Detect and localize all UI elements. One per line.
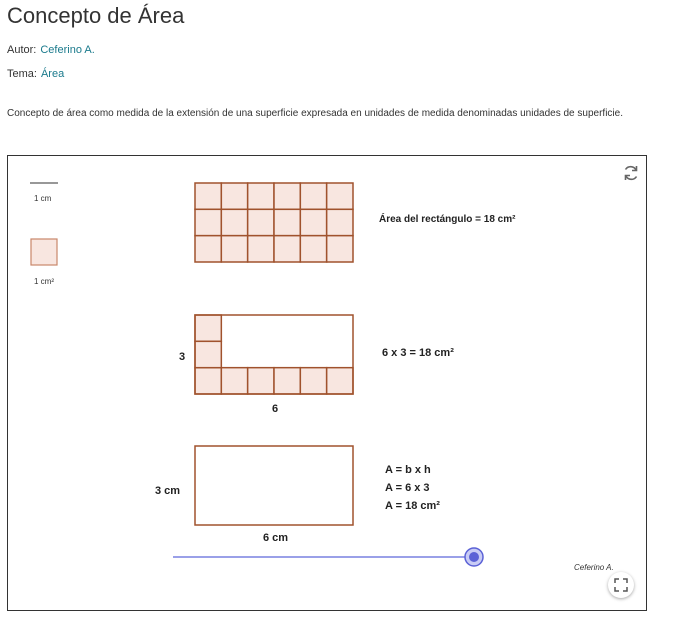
partial-grid-rectangle xyxy=(195,315,353,394)
formula-line-2: A = 6 x 3 xyxy=(385,482,430,494)
reset-icon[interactable] xyxy=(621,163,641,183)
fullscreen-icon[interactable] xyxy=(608,572,634,598)
unit-square xyxy=(195,183,221,209)
unit-square xyxy=(248,209,274,235)
grid-area-label: Área del rectángulo = 18 cm² xyxy=(379,214,516,225)
plain-rectangle xyxy=(195,446,353,525)
unit-square xyxy=(274,368,300,394)
unit-square xyxy=(195,368,221,394)
unit-square xyxy=(195,209,221,235)
formula-line-3: A = 18 cm² xyxy=(385,500,440,512)
unit-square xyxy=(327,209,353,235)
unit-square xyxy=(221,236,247,262)
applet-canvas xyxy=(8,156,646,610)
unit-square xyxy=(248,236,274,262)
unit-square xyxy=(248,183,274,209)
unit-square xyxy=(195,341,221,367)
step2-bottom-label: 6 xyxy=(272,403,279,415)
unit-square xyxy=(221,209,247,235)
unit-square xyxy=(327,236,353,262)
unit-square xyxy=(300,209,326,235)
slider-knob[interactable] xyxy=(465,548,483,566)
author-key: Autor: xyxy=(7,44,37,56)
unit-square xyxy=(195,315,221,341)
step3-side-label: 3 cm xyxy=(155,485,181,497)
full-grid-rectangle xyxy=(195,183,353,262)
step3-bottom-label: 6 cm xyxy=(263,532,289,544)
unit-area-square xyxy=(31,239,57,265)
unit-square xyxy=(221,183,247,209)
unit-square xyxy=(327,183,353,209)
credit-label: Ceferino A. xyxy=(574,563,614,572)
page-title: Concepto de Área xyxy=(7,3,185,28)
geogebra-applet[interactable] xyxy=(7,155,647,611)
unit-square xyxy=(300,183,326,209)
topic-key: Tema: xyxy=(7,68,37,80)
unit-square xyxy=(221,368,247,394)
unit-square xyxy=(274,236,300,262)
formula-line-1: A = b x h xyxy=(385,464,431,476)
unit-square xyxy=(327,368,353,394)
author-link[interactable]: Ceferino A. xyxy=(40,44,95,56)
unit-square xyxy=(274,183,300,209)
description: Concepto de área como medida de la extensión de una superficie expresada en unidades de medida denominadas unidades de superficie. xyxy=(7,108,623,119)
topic-link[interactable]: Área xyxy=(40,68,65,80)
unit-area-label: 1 cm² xyxy=(34,277,54,286)
topic-line xyxy=(7,68,64,80)
step2-formula: 6 x 3 = 18 cm² xyxy=(382,347,454,359)
unit-square xyxy=(300,236,326,262)
unit-square xyxy=(274,209,300,235)
unit-square xyxy=(248,368,274,394)
author-line xyxy=(7,44,95,56)
unit-square xyxy=(300,368,326,394)
unit-length-label: 1 cm xyxy=(34,194,52,203)
step2-side-label: 3 xyxy=(179,351,186,363)
unit-square xyxy=(195,236,221,262)
